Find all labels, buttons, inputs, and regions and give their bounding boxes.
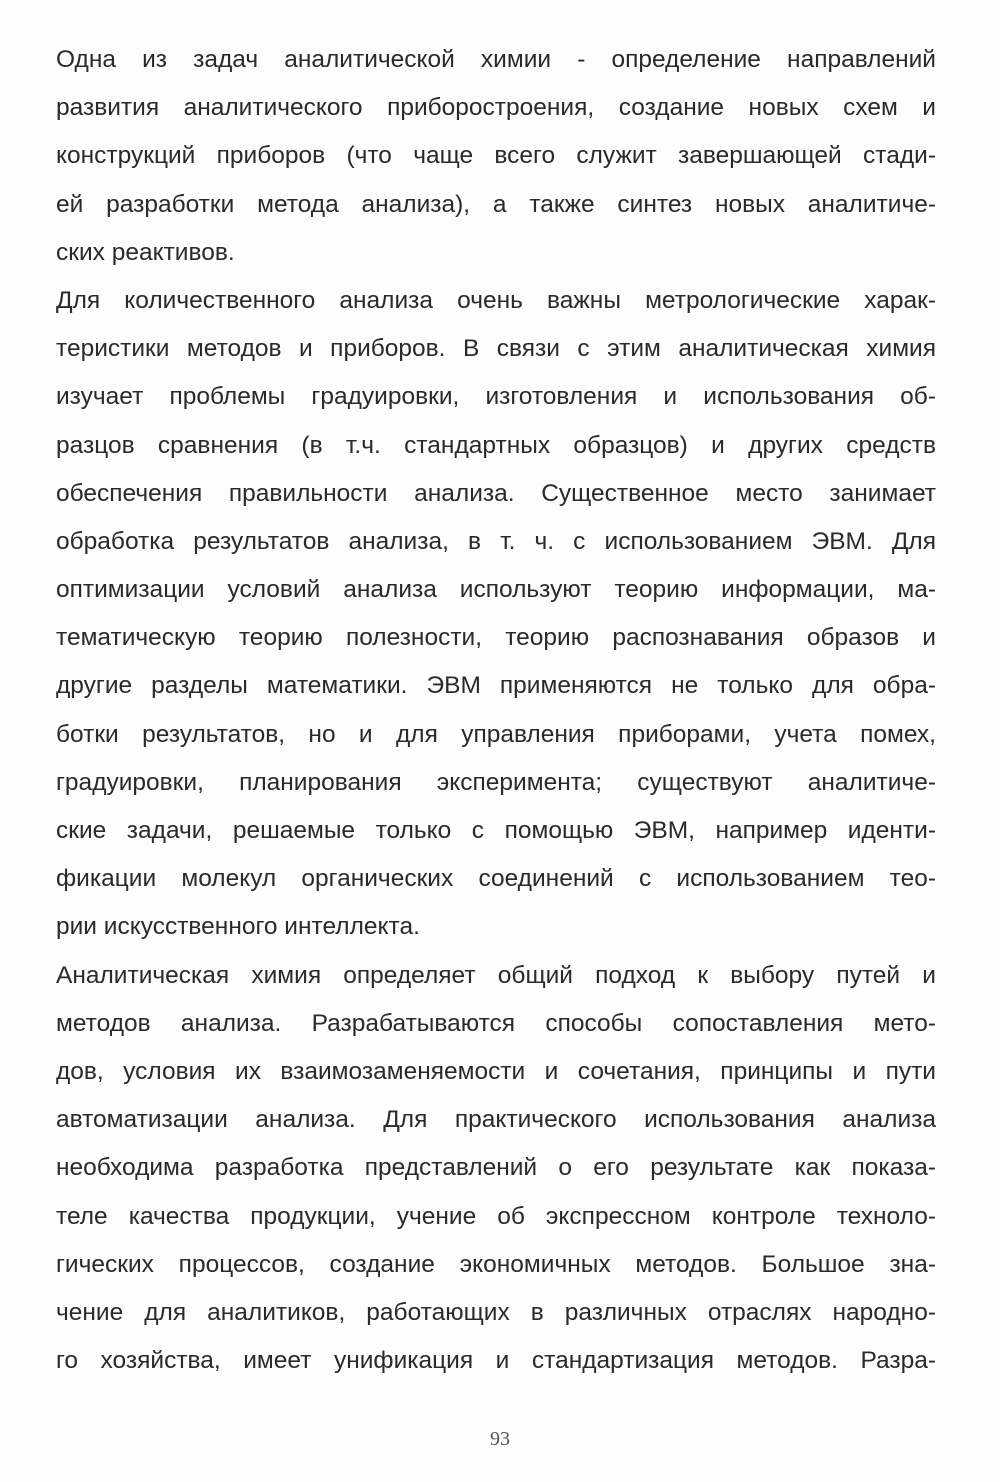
text-line: методов анализа. Разрабатываются способы сопоставления мето-: [56, 1009, 936, 1037]
text-line: необходима разработка представлений о его результате как показа-: [56, 1154, 936, 1182]
text-line: дов, условия их взаимозаменяемости и сочетания, принципы и пути: [56, 1057, 936, 1085]
text-line: фикации молекул органических соединений с использованием тео-: [56, 865, 936, 893]
text-line: оптимизации условий анализа используют теорию информации, ма-: [56, 576, 936, 604]
text-line: Одна из задач аналитической химии - определение направлений: [56, 46, 936, 73]
text-line: автоматизации анализа. Для практического использования анализа: [56, 1106, 936, 1134]
text-line: ские задачи, решаемые только с помощью ЭВМ, например иденти-: [56, 817, 936, 844]
text-line: ских реактивов.: [56, 238, 235, 266]
text-line: ей разработки метода анализа), а также синтез новых аналитиче-: [56, 190, 936, 218]
text-line: другие разделы математики. ЭВМ применяются не только для обра-: [56, 672, 936, 700]
text-line: теристики методов и приборов. В связи с этим аналитическая химия: [56, 335, 936, 363]
text-line: тематическую теорию полезности, теорию распознавания образов и: [56, 624, 936, 652]
text-line: изучает проблемы градуировки, изготовления и использования об-: [56, 383, 936, 411]
text-line: Аналитическая химия определяет общий подход к выбору путей и: [56, 961, 936, 989]
text-line: конструкций приборов (что чаще всего служит завершающей стади-: [56, 142, 936, 170]
text-line: обработка результатов анализа, в т. ч. с использованием ЭВМ. Для: [56, 527, 936, 555]
text-line: теле качества продукции, учение об экспрессном контроле техноло-: [56, 1202, 936, 1230]
text-line: разцов сравнения (в т.ч. стандартных образцов) и других средств: [56, 431, 936, 459]
text-line: чение для аналитиков, работающих в различных отраслях народно-: [56, 1298, 936, 1326]
body-text: [56, 36, 936, 1385]
text-line: Для количественного анализа очень важны метрологические харак-: [56, 286, 936, 314]
text-line: ботки результатов, но и для управления приборами, учета помех,: [56, 720, 936, 748]
text-line: развития аналитического приборостроения, создание новых схем и: [56, 94, 936, 122]
text-line: обеспечения правильности анализа. Существенное место занимает: [56, 479, 936, 507]
text-line: градуировки, планирования эксперимента; существуют аналитиче-: [56, 768, 936, 796]
text-line: гических процессов, создание экономичных методов. Большое зна-: [56, 1250, 936, 1278]
page-number: 93: [490, 1428, 510, 1450]
text-line: го хозяйства, имеет унификация и стандартизация методов. Разра-: [56, 1347, 936, 1375]
text-line: рии искусственного интеллекта.: [56, 913, 420, 941]
